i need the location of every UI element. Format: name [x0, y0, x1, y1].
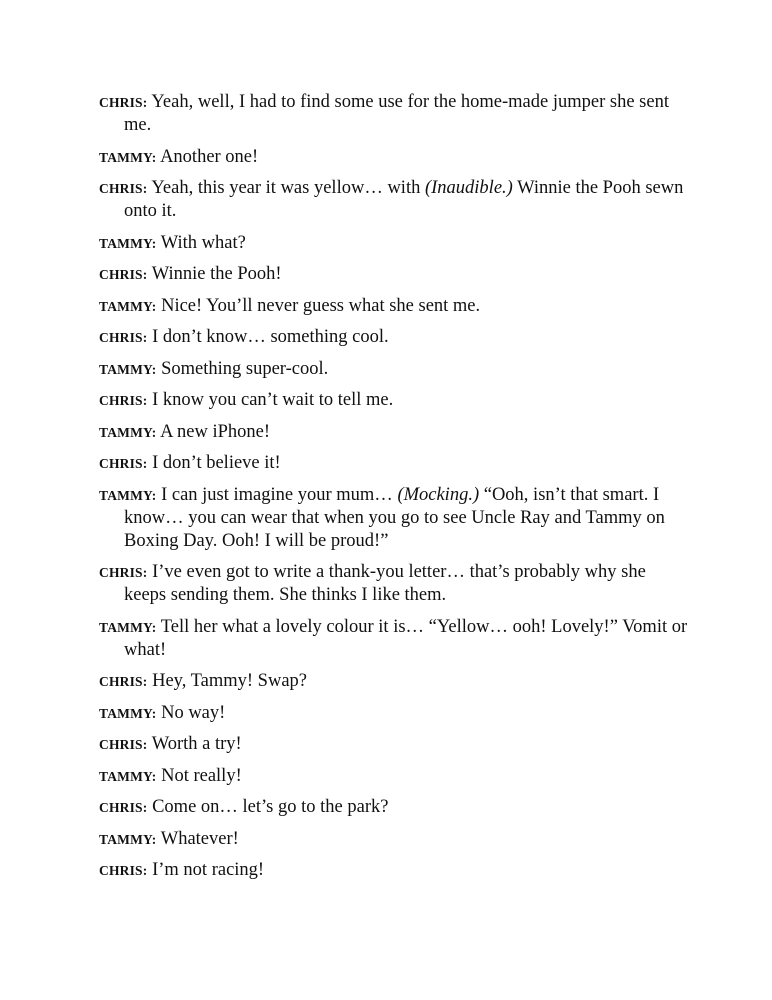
line-text: Something super-cool. [161, 358, 329, 379]
line-text: Tell her what a lovely colour it is… “Yellow… ooh! Lovely!” Vomit or what! [124, 616, 688, 660]
line-text: I can just imagine your mum… [161, 484, 398, 505]
speaker-name: TAMMY: [99, 149, 157, 165]
dialogue-line [99, 389, 689, 412]
speaker-name: CHRIS: [99, 565, 148, 580]
dialogue-line [99, 358, 689, 381]
speaker-name: TAMMY: [99, 298, 157, 314]
speaker-name: TAMMY: [99, 768, 157, 784]
speaker-name: CHRIS: [99, 737, 148, 752]
line-text: No way! [161, 702, 226, 723]
line-text: Come on… let’s go to the park? [152, 797, 389, 817]
speaker-name: CHRIS: [99, 181, 148, 196]
speaker-name: TAMMY: [99, 487, 157, 503]
speaker-name: CHRIS: [99, 393, 148, 408]
speaker-name: CHRIS: [99, 674, 148, 689]
line-text: With what? [160, 232, 246, 253]
dialogue-line [99, 670, 689, 693]
line-text: Yeah, this year it was yellow… with [151, 178, 425, 198]
speaker-name: TAMMY: [99, 235, 157, 251]
dialogue-line [99, 765, 689, 788]
speaker-name: CHRIS: [99, 95, 148, 110]
speaker-name: TAMMY: [99, 619, 157, 635]
dialogue-line [99, 421, 689, 444]
dialogue-line [99, 859, 689, 882]
speaker-name: CHRIS: [99, 863, 148, 878]
dialogue-line [99, 177, 689, 223]
speaker-name: CHRIS: [99, 267, 148, 282]
line-text: “Ooh, isn’t that smart. I know… you can wear that when you go to see Uncle Ray and Tammy on Boxing Day. Ooh! I will be proud!” [124, 484, 665, 551]
speaker-name: CHRIS: [99, 456, 148, 471]
dialogue-line [99, 616, 689, 662]
dialogue-line [99, 702, 689, 725]
dialogue-line [99, 561, 689, 607]
line-text: I don’t know… something cool. [152, 327, 389, 347]
line-text: Yeah, well, I had to find some use for the home-made jumper she sent me. [124, 92, 669, 135]
dialogue-line [99, 326, 689, 349]
line-text: I’m not racing! [152, 860, 265, 880]
speaker-name: CHRIS: [99, 800, 148, 815]
line-text: Winnie the Pooh! [151, 264, 282, 284]
stage-direction: (Mocking.) [397, 484, 480, 505]
line-text: Nice! You’ll never guess what she sent me. [161, 295, 481, 316]
line-text: A new iPhone! [160, 421, 271, 442]
dialogue-line [99, 796, 689, 819]
dialogue-line [99, 263, 689, 286]
stage-direction: (Inaudible.) [424, 178, 513, 198]
speaker-name: TAMMY: [99, 831, 157, 847]
speaker-name: TAMMY: [99, 705, 157, 721]
line-text: Whatever! [160, 828, 239, 849]
line-text: Another one! [160, 146, 259, 167]
line-text: I don’t believe it! [152, 453, 281, 473]
line-text: I know you can’t wait to tell me. [152, 390, 394, 410]
dialogue-line [99, 232, 689, 255]
speaker-name: TAMMY: [99, 361, 157, 377]
dialogue-line [99, 828, 689, 851]
line-text: I’ve even got to write a thank-you letter… that’s probably why she keeps sending them. She thinks I like them. [124, 562, 646, 605]
dialogue-line [99, 452, 689, 475]
dialogue-line [99, 295, 689, 318]
dialogue [99, 91, 689, 891]
dialogue-line [99, 484, 689, 553]
speaker-name: TAMMY: [99, 424, 157, 440]
dialogue-line [99, 733, 689, 756]
dialogue-line [99, 146, 689, 169]
dialogue-line [99, 91, 689, 137]
line-text: Winnie the Pooh sewn onto it. [124, 178, 684, 221]
line-text: Hey, Tammy! Swap? [152, 671, 307, 691]
line-text: Not really! [161, 765, 242, 786]
speaker-name: CHRIS: [99, 330, 148, 345]
line-text: Worth a try! [151, 734, 242, 754]
